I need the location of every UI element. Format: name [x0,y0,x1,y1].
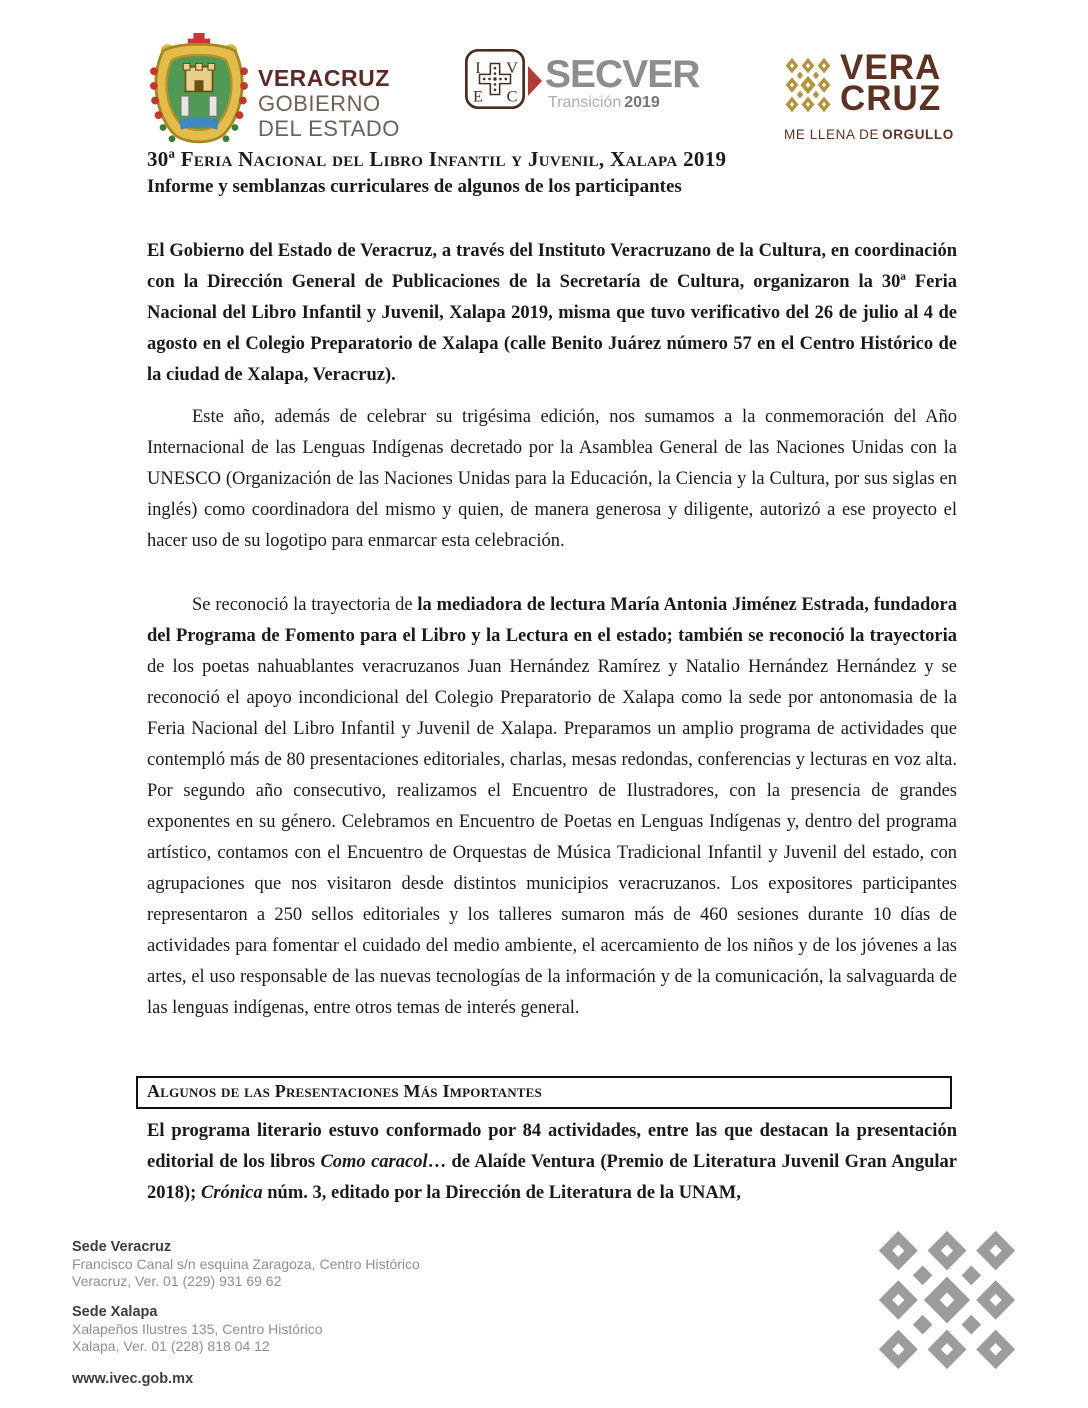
tagline-bold: ORGULLO [882,127,954,142]
secver-wordmark: SECVER [545,53,700,96]
secver-transition-label [548,94,660,112]
sede-veracruz-address: Francisco Canal s/n esquina Zaragoza, Centro Histórico [72,1256,420,1272]
footer-contact-block [72,1238,420,1387]
footer-website: www.ivec.gob.mx [72,1371,194,1387]
tagline-text: ME LLENA DE [784,127,880,142]
footer-sede-veracruz [72,1238,420,1290]
section-heading: Algunos de las Presentaciones Más Importantes [147,1081,542,1101]
document-title: 30ª Feria Nacional del Libro Infantil y Juvenil, Xalapa 2019 [147,147,727,171]
title-block [147,146,957,200]
secver-arrow-icon [527,64,543,98]
transition-text: Transición [548,94,622,111]
paragraph-recognitions: Se reconoció la trayectoria de la mediadora de lectura María Antonia Jiménez Estrada, fundadora del Programa de Fomento para el Libro y la Lectura en el estado; también se reconoció la trayectoria de los poetas nahuablantes veracruzanos Juan Hernández Ramírez y Natalio Hernández Hernández y se reconoció el apoyo incondicional del Colegio Preparatorio de Xalapa como la sede por antonomasia de la Feria Nacional del Libro Infantil y Juvenil de Xalapa. Preparamos un amplio programa de actividades que contempló más de 80 presentaciones editoriales, charlas, mesas redondas, conferencias y lecturas en voz alta. Por segundo año consecutivo, realizamos el Encuentro de Ilustradores, con la presencia de grandes exponentes en su género. Celebramos en Encuentro de Poetas en Lenguas Indígenas y, dentro del programa artístico, contamos con el Encuentro de Orquestas de Música Tradicional Infantil y Juvenil del estado, con agrupaciones que nos visitaron desde distintos municipios veracruzanos. Los expositores participantes representaron a 250 sellos editoriales y los talleres sumaron más de 460 sesiones durante 10 días de actividades para fomentar el cuidado del medio ambiente, el acercamiento de los niños y de los jóvenes a las artes, el uso responsable de las nuevas tecnologías de la información y de la comunicación, la salvaguarda de las lenguas indígenas, entre otros temas de interés general. [147,595,957,1018]
gov-logo-line2: GOBIERNO [258,91,381,116]
ivec-logo-icon [464,48,526,110]
brand-tagline [784,127,954,142]
paragraph-unesco: Este año, además de celebrar su trigésima edición, nos sumamos a la conmemoración del Año Internacional de las Lenguas Indígenas decretado por la Asamblea General de las Naciones Unidas con la UNESCO (Organización de las Naciones Unidas para la Educación, la Ciencia y la Cultura, por sus siglas en inglés) como coordinadora del mismo y quien, de manera generosa y diligente, autorizó a ese proyecto el hacer uso de su logotipo para enmarcar esta celebración. [147,407,957,551]
sede-veracruz-title: Sede Veracruz [72,1239,172,1255]
gov-logo-line3: DEL ESTADO [258,116,400,141]
veracruz-brand-pattern-icon [784,56,832,114]
footer-sede-xalapa [72,1303,420,1355]
gov-logo-name: VERACRUZ [258,65,390,91]
paragraph-program: El programa literario estuvo conformado por 84 actividades, entre las que destacan la presentación editorial de los libros Como caracol… de Alaíde Ventura (Premio de Literatura Juvenil Gran Angular 2018); Crónica núm. 3, editado por la Dirección de Literatura de la UNAM, [147,1121,957,1203]
sede-xalapa-phone: Xalapa, Ver. 01 (228) 818 04 12 [72,1338,270,1354]
paragraph-intro: El Gobierno del Estado de Veracruz, a través del Instituto Veracruzano de la Cultura, en coordinación con la Dirección General de Publicaciones de la Secretaría de Cultura, organizaron la 30ª Feria Nacional del Libro Infantil y Juvenil, Xalapa 2019, misma que tuvo verificativo del 26 de julio al 4 de agosto en el Colegio Preparatorio de Xalapa (calle Benito Juárez número 57 en el Centro Histórico de la ciudad de Xalapa, Veracruz). [147,241,957,385]
sede-veracruz-phone: Veracruz, Ver. 01 (229) 931 69 62 [72,1273,282,1289]
ivec-letter-i: I [475,58,481,77]
brand-word-cruz: CRUZ [840,79,942,118]
sede-xalapa-title: Sede Xalapa [72,1304,158,1320]
ivec-letter-e: E [472,87,483,106]
document-subtitle: Informe y semblanzas curriculares de algunos de los participantes [147,176,682,197]
ivec-letter-v: V [506,58,518,77]
brand-word-vera: VERA [840,48,942,87]
footer-pattern-icon [874,1226,1020,1374]
veracruz-brand-wordmark [840,48,942,118]
veracruz-coat-of-arms-icon [142,33,256,150]
ivec-letter-c: C [506,87,518,106]
sede-xalapa-address: Xalapeños Ilustres 135, Centro Histórico [72,1321,323,1337]
transition-year: 2019 [624,94,660,111]
gov-logo-wordmark [258,66,400,141]
section-heading-box [136,1076,952,1109]
